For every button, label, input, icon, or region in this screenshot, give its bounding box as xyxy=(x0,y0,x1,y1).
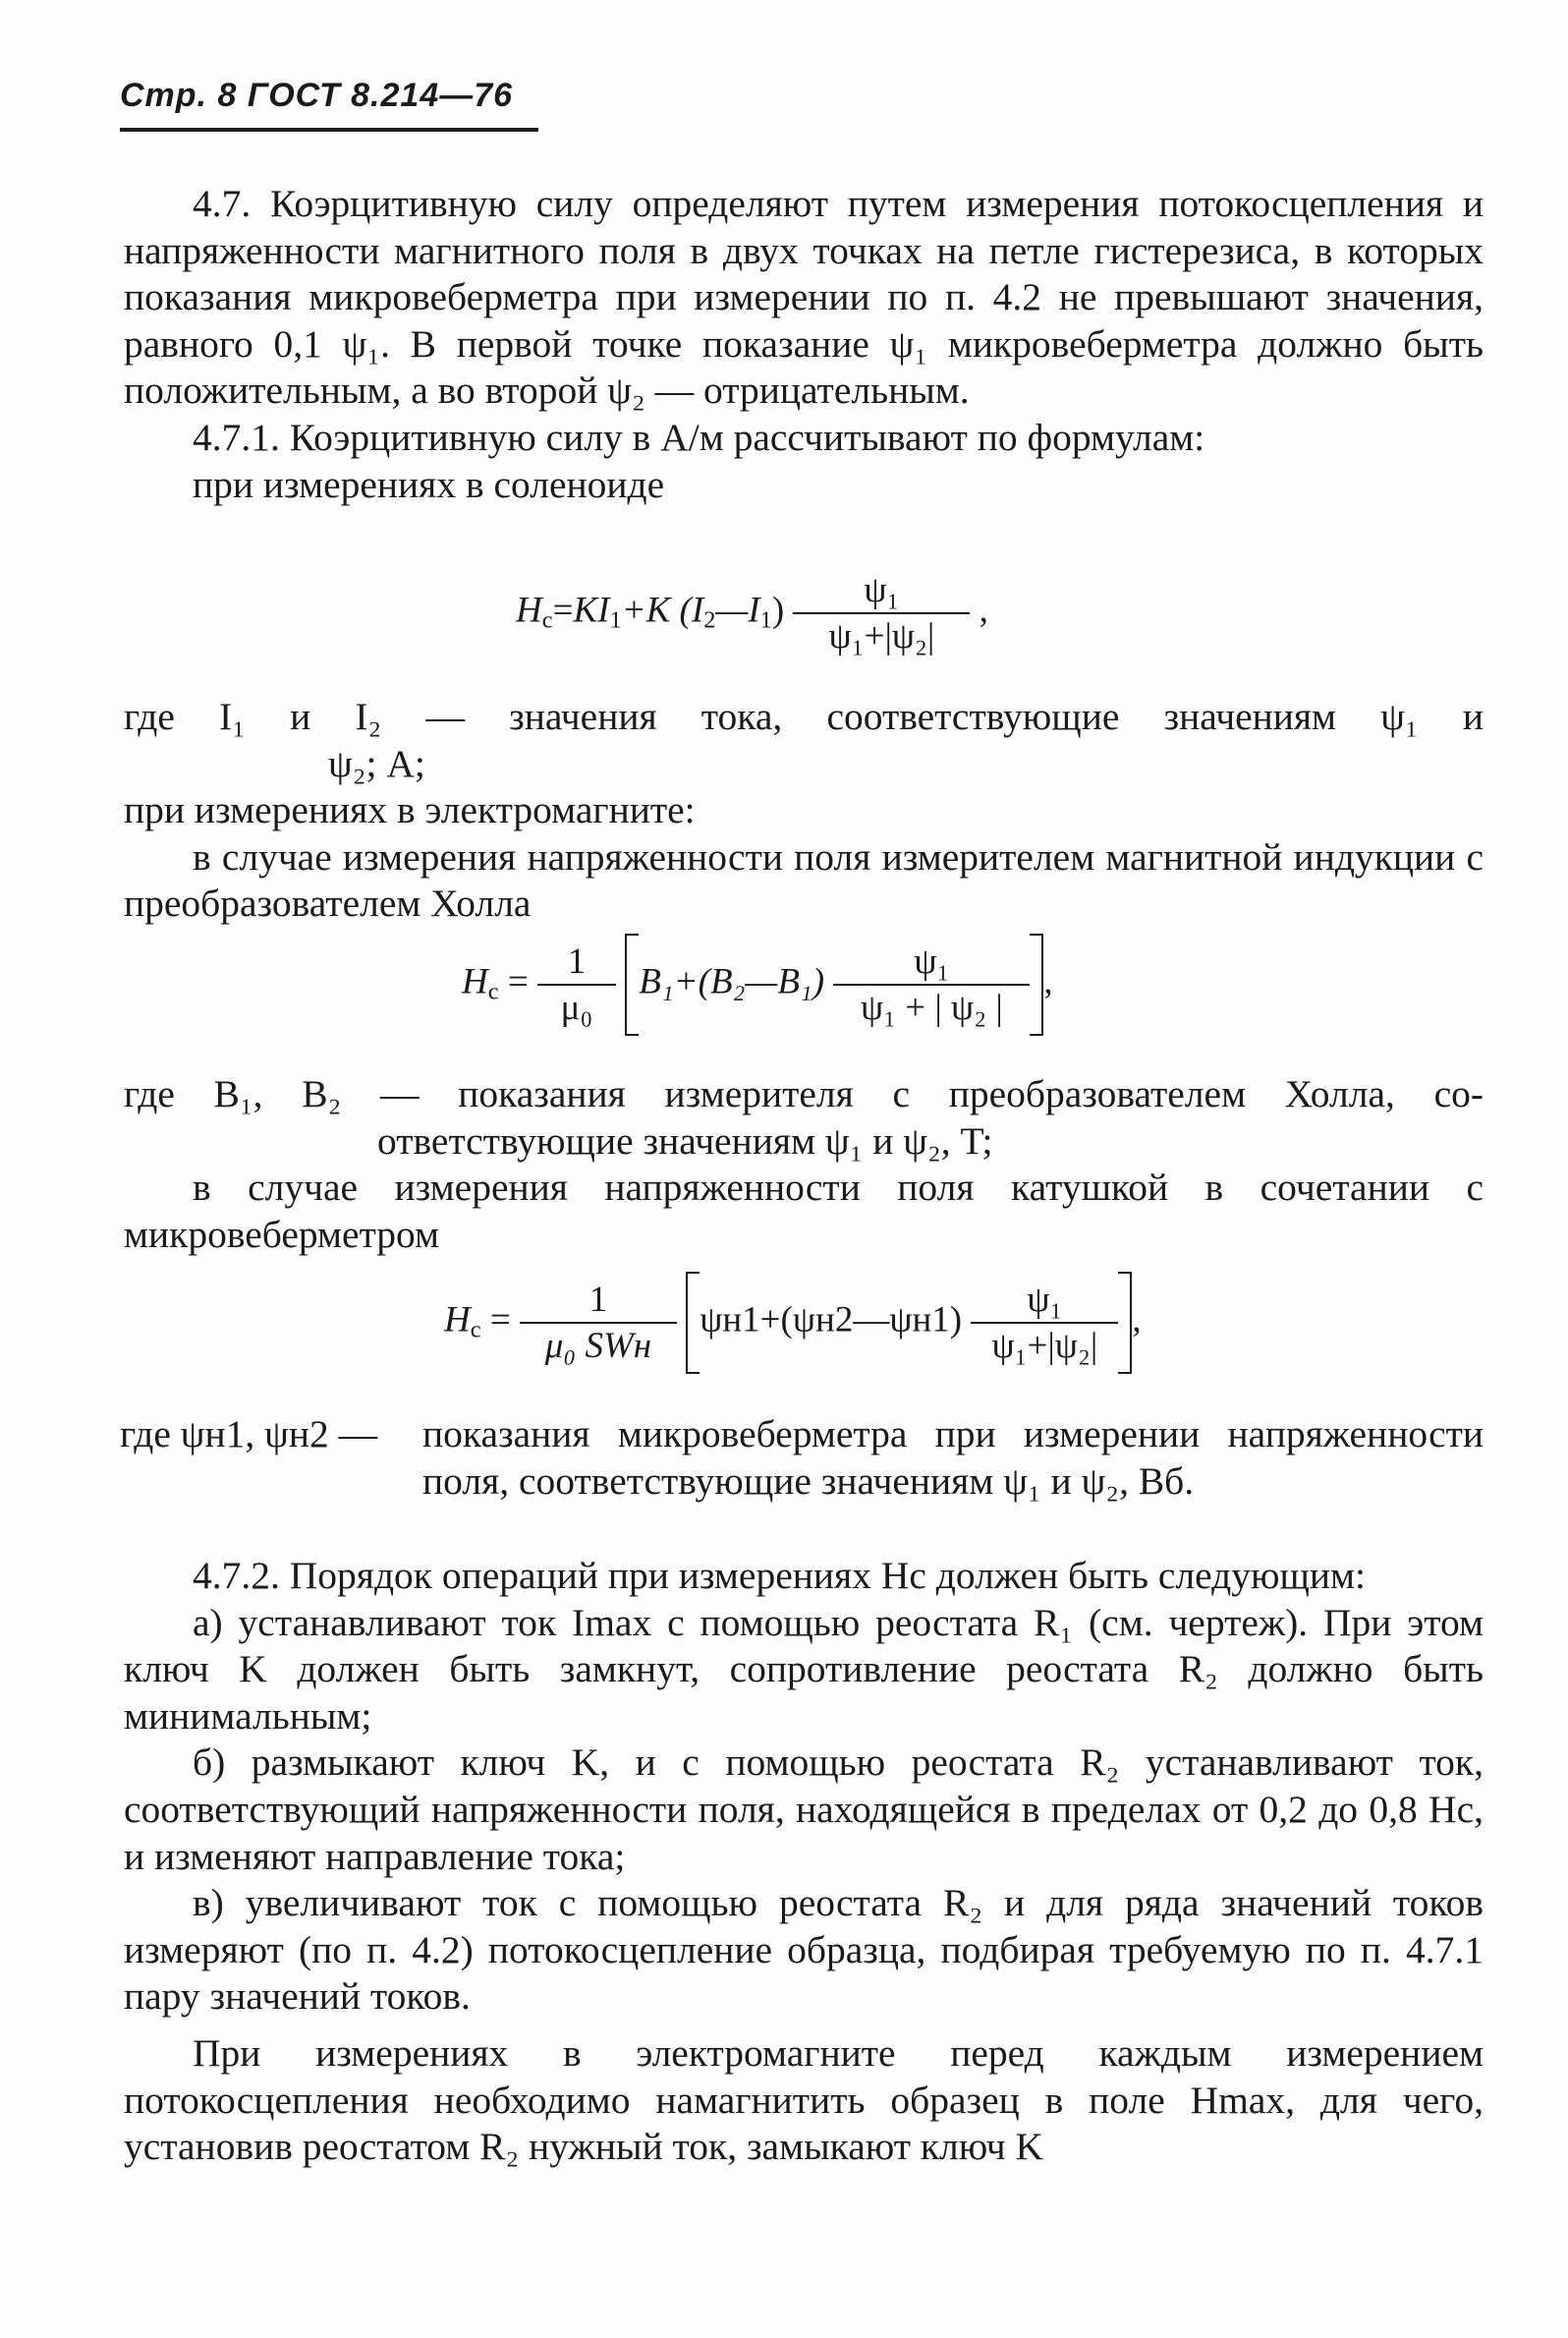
formula-hall: $H_c$ = $\frac{1}{\text{μ₀}}$ B₁+(B₂—B₁) $\frac{\text{ψ₁}}{\text{ψ₁ + | ψ₂ |}}$ , xyxy=(462,934,1053,1036)
paragraph-electromagnet: при измерениях в электромагните: xyxy=(124,788,696,832)
where-hall: где B₁, B₂ — показания измерителя с преобразователем Холла, со- xyxy=(124,1072,1484,1115)
step-a: а) устанавливают ток Imax с помощью реостата R₁ (см. чертеж). При этом ключ K должен быть замкнут, сопротивление реостата R₂ должно быть минимальным; xyxy=(124,1600,1484,1738)
where-hall-cont: ответствующие значениям ψ₁ и ψ₂, T; xyxy=(377,1118,993,1163)
paragraph-4-7: 4.7. Коэрцитивную силу определяют путем измерения потокосцепления и напряженности магнитного поля в двух точках на петле гистерезиса, в которых показания микровеберметра при измерении по п. 4.2 не превышают значения, равного 0,1 ψ₁. В первой точке показание ψ₁ микровеберметра должно быть положительным, а во второй ψ₂ — отрицательным. xyxy=(124,182,1484,413)
where-currents: где I₁ и I₂ — значения тока, соответствующие значениям ψ₁ и xyxy=(124,695,1484,738)
formula-coil: $H_c$ = $\frac{1}{\text{μ₀ SWн}}$ ψн1+(ψн2—ψн1) $\frac{\text{ψ₁}}{\text{ψ₁+|ψ₂|}}$ , xyxy=(444,1272,1142,1374)
header-rule xyxy=(120,128,538,132)
where-1 xyxy=(124,694,1484,928)
page-number: Стр. 8 xyxy=(120,77,238,114)
where-coil-body: показания микровеберметра при измерении напряженности поля, соответствующие значениям ψ₁ и ψ₂, Вб. xyxy=(422,1412,1484,1503)
where-2 xyxy=(124,1071,1484,1258)
section-4-7 xyxy=(124,181,1484,508)
paragraph-4-7-2: 4.7.2. Порядок операций при измерениях Hc должен быть следующим: xyxy=(193,1554,1367,1597)
paragraph-electromagnet-final: При измерениях в электромагните перед каждым измерением потокосцепления необходимо намагнитить образец в поле Hmax, для чего, установив реостатом R₂ нужный ток, замыкают ключ K xyxy=(124,2030,1484,2169)
where-coil xyxy=(422,1411,1484,1505)
section-4-7-2 xyxy=(124,1553,1484,2171)
paragraph-coil: в случае измерения напряженности поля катушкой в сочетании с микровеберметром xyxy=(124,1166,1484,1256)
standard-number: ГОСТ 8.214—76 xyxy=(247,77,514,114)
where-currents-cont: ψ₂; А; xyxy=(328,741,425,785)
paragraph-solenoid: при измерениях в соленоиде xyxy=(193,462,665,506)
paragraph-hall: в случае измерения напряженности поля измерителем магнитной индукции с преобразователем Холла xyxy=(124,834,1484,926)
page-header xyxy=(120,77,513,115)
step-v: в) увеличивают ток с помощью реостата R₂ и для ряда значений токов измеряют (по п. 4.2) потокосцепление образца, подбирая требуемую по п. 4.7.1 пару значений токов. xyxy=(124,1881,1484,2019)
where-coil-lead: где ψн1, ψн2 — xyxy=(120,1412,378,1455)
step-b: б) размыкают ключ K, и с помощью реостата R₂ устанавливают ток, соответствующий напряженности поля, находящейся в пределах от 0,2 до 0,8 Hc, и изменяют направление тока; xyxy=(124,1740,1484,1878)
formula-solenoid: $H_c=KI_1+K$ $(I_2—I_1)$ $\frac{\text{ψ₁}}{\text{ψ₁+|ψ₂|}}$ , xyxy=(516,570,988,656)
paragraph-4-7-1: 4.7.1. Коэрцитивную силу в А/м рассчитывают по формулам: xyxy=(193,415,1205,459)
